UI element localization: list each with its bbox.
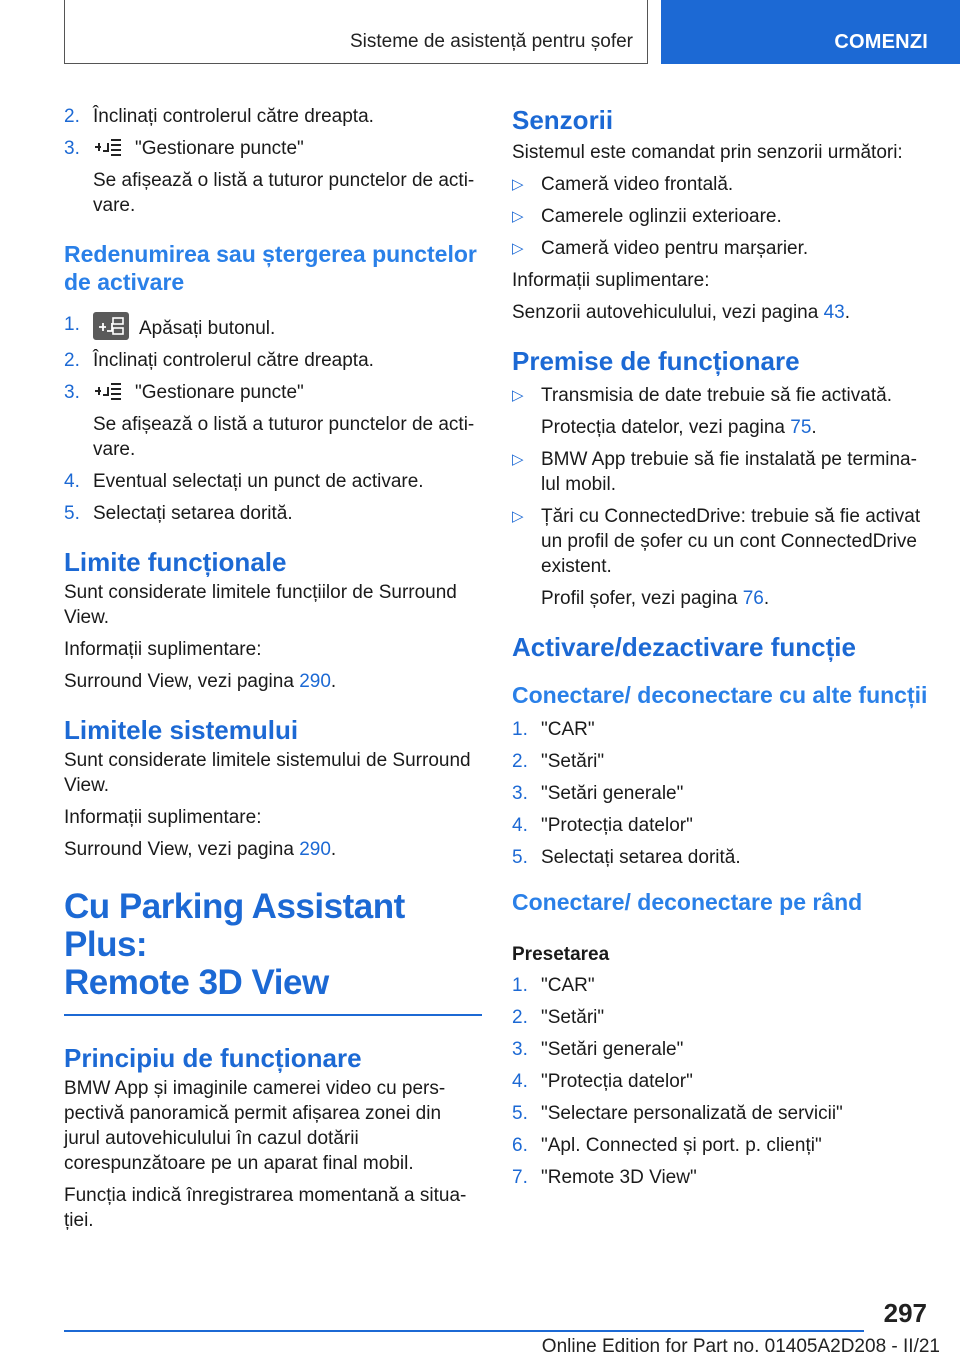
step-number: 2. xyxy=(512,1007,528,1028)
step-text: Înclinați controlerul către dreapta. xyxy=(93,350,374,371)
bullet-text: Camerele oglinzii exterioare. xyxy=(541,206,782,227)
chapter-title-line-2: Remote 3D View xyxy=(64,963,329,1002)
page-link[interactable]: 75 xyxy=(790,417,812,438)
page-link[interactable]: 290 xyxy=(299,671,331,692)
paragraph: Surround View, vezi pagina xyxy=(64,671,300,692)
step-text: "Setări generale" xyxy=(541,783,684,804)
step-text: Eventual selectați un punct de activare. xyxy=(93,471,424,492)
page-link[interactable]: 290 xyxy=(299,839,331,860)
list-item xyxy=(512,781,928,806)
step-number: 4. xyxy=(512,1071,528,1092)
footer-edition: Online Edition for Part no. 01405A2D208 - II/21 xyxy=(541,1336,940,1357)
heading-activare: Activare/dezactivare funcție xyxy=(512,632,856,662)
header-section-title: Sisteme de asistență pentru șofer xyxy=(349,31,633,52)
page-number: 297 xyxy=(883,1298,927,1328)
step-text: "Setări" xyxy=(541,751,605,772)
paragraph: Surround View, vezi pagina xyxy=(64,839,300,860)
step-number: 2. xyxy=(64,106,80,127)
paragraph: Senzorii autovehiculului, vezi pagina xyxy=(512,302,824,323)
bullet-note: Protecția datelor, vezi pagina xyxy=(541,417,791,438)
list-item xyxy=(512,1005,928,1030)
bullet-item xyxy=(512,172,928,197)
step-note: Se afișează o listă a tuturor punctelor de acti‐vare. xyxy=(93,170,475,216)
heading-limite-functionale: Limite funcționale xyxy=(64,547,287,577)
step-number: 1. xyxy=(512,719,528,740)
list-item xyxy=(512,1133,928,1158)
step-number: 6. xyxy=(512,1135,528,1156)
bullet-triangle-icon: ▷ xyxy=(512,176,524,193)
bullet-item xyxy=(512,383,928,408)
step-number: 1. xyxy=(512,975,528,996)
paragraph: Informații suplimentare: xyxy=(64,639,262,660)
heading-presetarea: Presetarea xyxy=(512,944,610,965)
list-item xyxy=(512,1069,928,1094)
parking-points-icon xyxy=(93,137,123,157)
step-text: "Setări generale" xyxy=(541,1039,684,1060)
bullet-item xyxy=(512,504,928,579)
step-text: Apăsați butonul. xyxy=(139,318,276,339)
bullet-item xyxy=(512,204,928,229)
step-number: 4. xyxy=(512,815,528,836)
paragraph: BMW App și imaginile camerei video cu pers‐pectivă panoramică permit afișarea zonei din jurul autovehiculului în cazul dotării corespunzătoare pe un aparat final mobil. xyxy=(64,1077,446,1174)
left-column: 2. Înclinați controlerul către dreapta. 3. "Gestionare puncte" Se afișează o listă a tuturor punctelor de acti‐vare. Redenumirea sau ștergerea punctelor de activare 1. Apăsați butonul. 2. Înclinați controlerul către dreapta. 3. "Gestionare puncte" Se afișează o listă a tuturor punctelor de acti‐vare. 4. Eventual selectați un punct de activare. 5. Selectați setarea dorită. Limite funcționale Sunt considerate limitele funcțiilor de Surround View. Informații suplimentare: Surround View, vezi pagina 290. Limitele sistemului Sunt considerate limitele sistemului de Surround View. Informații suplimentare: Surround View, vezi pagina 290. Cu Parking Assistant Plus: Remote 3D View Principiu de funcționare BMW App și imaginile camerei video cu pers‐pectivă panoramică permit afișarea zonei din jurul autovehiculului în cazul dotării corespunzătoare pe un aparat final mobil. Funcția indică înregistrarea momentană a situa‐ției. xyxy=(64,104,482,1240)
step-number: 5. xyxy=(64,503,80,524)
header-tab-comenzi[interactable] xyxy=(661,0,960,64)
chapter-title-line-1: Cu Parking Assistant Plus: xyxy=(64,887,405,964)
right-column: Senzorii Sistemul este comandat prin senzorii următori: ▷ Cameră video frontală. ▷ Camerele oglinzii exterioare. ▷ Cameră video pentru marșarier. Informații suplimentare: Senzorii autovehiculului, vezi pagina 43. Premise de funcționare ▷ Transmisia de date trebuie să fie activată. Protecția datelor, vezi pagina 75. ▷ BMW App trebuie să fie instalată pe termina‐lul mobil. ▷ Țări cu ConnectedDrive: trebuie să fie activat un profil de șofer cu un cont ConnectedDrive existent. Profil șofer, vezi pagina 76. Activare/dezactivare funcție Conectare/ deconectare cu alte funcții 1. "CAR" 2. "Setări" 3. "Setări generale" 4. "Protecția datelor" 5. Selectați setarea dorită. Conectare/ deconectare pe rând Presetarea 1. "CAR" 2. "Setări" 3. "Setări generale" 4. "Protecția datelor" 5. "Selectare personalizată de servicii" 6. "Apl. Connected și port. p. clienți" 7. "Remote 3D View" xyxy=(512,105,928,1188)
step-number: 5. xyxy=(512,1103,528,1124)
bullet-triangle-icon: ▷ xyxy=(512,208,524,225)
header-section-box xyxy=(64,0,648,64)
step-text: "Selectare personalizată de servicii" xyxy=(541,1103,843,1124)
bullet-item xyxy=(512,447,928,497)
heading-conectare-rand: Conectare/ deconectare pe rând xyxy=(512,889,863,915)
step-text: Înclinați controlerul către dreapta. xyxy=(93,106,374,127)
list-item xyxy=(64,136,482,161)
step-number: 2. xyxy=(64,350,80,371)
list-item xyxy=(64,104,482,129)
list-item xyxy=(512,1037,928,1062)
list-item xyxy=(512,973,928,998)
list-item xyxy=(64,312,482,341)
step-text: "Gestionare puncte" xyxy=(135,382,304,403)
step-note: Se afișează o listă a tuturor punctelor de acti‐vare. xyxy=(93,414,475,460)
bullet-text: Țări cu ConnectedDrive: trebuie să fie activat un profil de șofer cu un cont ConnectedDrive existent. xyxy=(541,506,921,577)
step-text: Selectați setarea dorită. xyxy=(93,503,293,524)
footer-divider xyxy=(64,1330,864,1332)
page-link[interactable]: 43 xyxy=(823,302,845,323)
paragraph: Sunt considerate limitele funcțiilor de Surround View. xyxy=(64,582,457,628)
bullet-triangle-icon: ▷ xyxy=(512,240,524,257)
step-text: "Remote 3D View" xyxy=(541,1167,697,1188)
list-item xyxy=(512,717,928,742)
paragraph: Sunt considerate limitele sistemului de Surround View. xyxy=(64,750,471,796)
list-item xyxy=(512,813,928,838)
bullet-item xyxy=(512,236,928,261)
step-text: "CAR" xyxy=(541,975,595,996)
step-number: 2. xyxy=(512,751,528,772)
list-item xyxy=(64,380,482,405)
step-number: 4. xyxy=(64,471,80,492)
list-item xyxy=(512,845,928,870)
paragraph: Sistemul este comandat prin senzorii următori: xyxy=(512,142,903,163)
step-text: Selectați setarea dorită. xyxy=(541,847,741,868)
bullet-triangle-icon: ▷ xyxy=(512,508,524,525)
list-item xyxy=(64,469,482,494)
list-item xyxy=(512,1101,928,1126)
bullet-triangle-icon: ▷ xyxy=(512,387,524,404)
heading-limitele-sistemului: Limitele sistemului xyxy=(64,715,299,745)
heading-senzorii: Senzorii xyxy=(512,105,614,135)
step-number: 7. xyxy=(512,1167,528,1188)
header-tab-label: COMENZI xyxy=(834,31,928,53)
step-text: "Gestionare puncte" xyxy=(135,138,304,159)
list-item xyxy=(512,749,928,774)
paragraph: Funcția indică înregistrarea momentană a situa‐ției. xyxy=(64,1184,467,1231)
list-item xyxy=(64,348,482,373)
step-number: 5. xyxy=(512,847,528,868)
heading-premise: Premise de funcționare xyxy=(512,346,800,376)
list-item xyxy=(512,1165,928,1190)
bullet-text: Transmisia de date trebuie să fie activată. xyxy=(541,385,892,406)
chapter-divider xyxy=(64,1014,482,1016)
bullet-text: Cameră video frontală. xyxy=(541,174,734,195)
step-number: 3. xyxy=(64,138,80,159)
parking-button-icon xyxy=(93,312,129,340)
bullet-text: BMW App trebuie să fie instalată pe termina‐lul mobil. xyxy=(541,449,917,495)
step-text: "CAR" xyxy=(541,719,595,740)
step-text: "Protecția datelor" xyxy=(541,1071,693,1092)
step-number: 1. xyxy=(64,314,80,335)
heading-principiu: Principiu de funcționare xyxy=(64,1042,362,1073)
paragraph: Informații suplimentare: xyxy=(64,807,262,828)
bullet-triangle-icon: ▷ xyxy=(512,451,524,468)
heading-redenumire: Redenumirea sau ștergerea punctelor de activare xyxy=(64,241,477,295)
step-text: "Protecția datelor" xyxy=(541,815,693,836)
step-text: "Setări" xyxy=(541,1007,605,1028)
bullet-note: Profil șofer, vezi pagina xyxy=(541,588,743,609)
heading-conectare-alte: Conectare/ deconectare cu alte funcții xyxy=(512,682,928,708)
step-text: "Apl. Connected și port. p. clienți" xyxy=(541,1135,822,1156)
parking-points-icon xyxy=(93,381,123,401)
page-link[interactable]: 76 xyxy=(742,588,764,609)
step-number: 3. xyxy=(512,1039,528,1060)
step-number: 3. xyxy=(64,382,80,403)
step-number: 3. xyxy=(512,783,528,804)
paragraph: Informații suplimentare: xyxy=(512,270,710,291)
bullet-text: Cameră video pentru marșarier. xyxy=(541,238,809,259)
list-item xyxy=(64,501,482,526)
